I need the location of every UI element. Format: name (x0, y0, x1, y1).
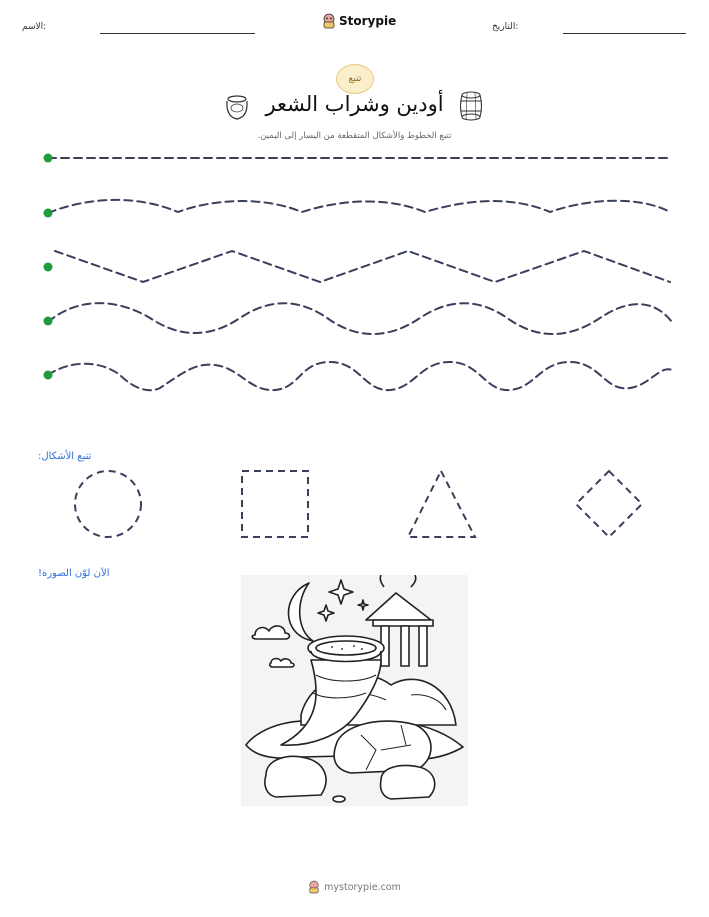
name-label: الاسم: (22, 22, 47, 32)
start-dot (44, 154, 53, 163)
instructions: تتبع الخطوط والأشكال المتقطعة من اليسار إلى اليمين. (257, 131, 452, 141)
trace-line-deep-wave[interactable] (48, 362, 672, 390)
start-dot (44, 371, 53, 380)
storypie-mascot-icon (308, 880, 320, 894)
start-dot (44, 263, 53, 272)
trace-shape-square[interactable] (242, 471, 308, 537)
trace-shape-triangle[interactable] (408, 471, 475, 537)
brand-name: Storypie (339, 14, 397, 28)
trace-line-zigzag[interactable] (55, 251, 670, 282)
trace-shape-circle[interactable] (75, 471, 141, 537)
trace-line-wave[interactable] (48, 303, 672, 334)
badge-text: تتبع (348, 74, 362, 84)
footer-site[interactable]: mystorypie.com (324, 881, 401, 893)
footer (0, 880, 709, 894)
shapes-section-label: تتبع الأشكال: (38, 451, 92, 462)
page-title: أودين وشراب الشعر (265, 92, 444, 116)
trace-line-gentle-wave[interactable] (48, 200, 670, 213)
start-dot (44, 317, 53, 326)
trace-shape-diamond[interactable] (576, 471, 642, 537)
start-dot (44, 209, 53, 218)
coloring-picture[interactable] (241, 575, 468, 806)
color-section-label: الآن لوّن الصورة! (38, 568, 110, 579)
mead-horn-drawing (241, 575, 468, 806)
date-label: التاريخ: (492, 22, 519, 32)
